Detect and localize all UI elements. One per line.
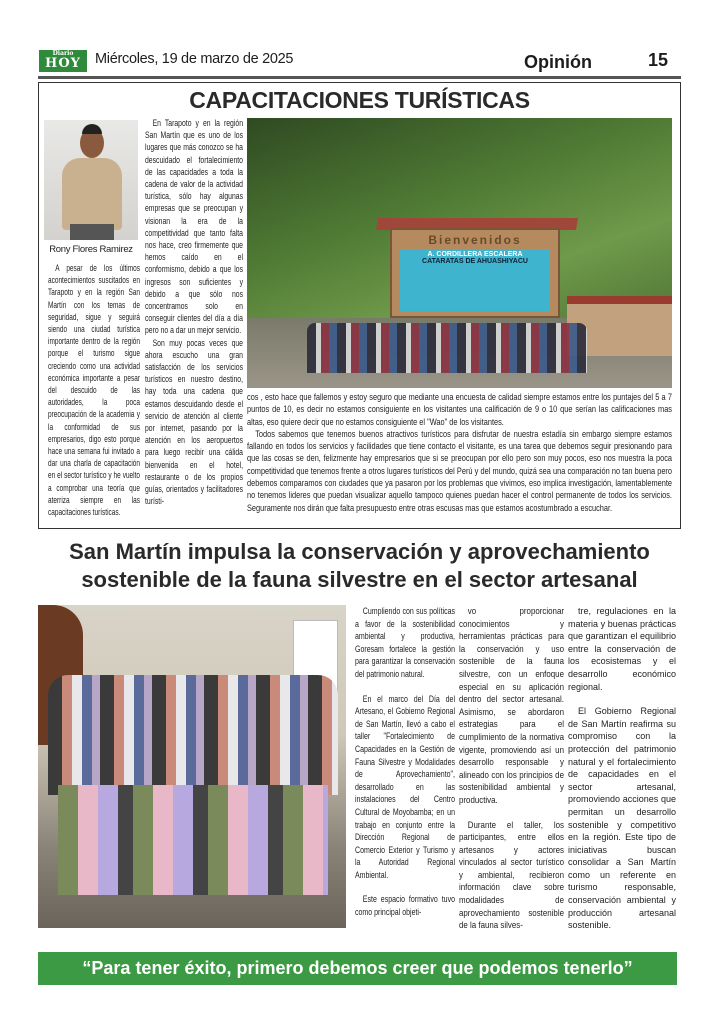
- column-text: [145, 117, 243, 508]
- paragraph: En el marco del Día del Artesano, el Gobierno Regional de San Martín, llevó a cabo el taller "Fortalecimiento de Capacidades en la Gestión de Fauna Silvestre y Modalidades de Aprovechamiento", desarrollado en las instalaciones del Centro Cultural de Moyobamba; en un trabajo en conjunto entre la Dirección Regional de Comercio Exterior y Turismo y la Autoridad Regional Ambiental.: [355, 693, 455, 880]
- paragraph: vo proporcionar conocimientos y herramientas prácticas para la conservación y uso sostenible de la fauna silvestre, con un enfoque especial en su aplicación dentro del sector artesanal. Asimismo, se abordaron estrategias para el cumplimiento de la normativa vigente, promoviendo así un desarrollo responsable y alineado con los principios de sostenibilidad ambiental y productiva.: [459, 606, 564, 805]
- article1-title: CAPACITACIONES TURÍSTICAS: [189, 87, 530, 113]
- issue-date: Miércoles, 19 de marzo de 2025: [95, 51, 294, 67]
- sign-line-1: A. CORDILLERA ESCALERA: [427, 251, 523, 258]
- paragraph: Son muy pocas veces que ahora escucho una gran satisfacción de los servicios turísticos en nuestro destino, hay toda una cadena que estamos descuidando desde el servicio de atención al cliente por internet, pasando por la atención en los aeropuertos para luego recibir una cálida bienvenida en el hotel, restaurante o de los propios guías, orientados y facilitadores turísti-: [145, 337, 243, 507]
- artisan-workshop-photo: [38, 605, 346, 928]
- author-photo: [44, 120, 138, 240]
- sign-line-2: CATARATAS DE AHUASHIYACU: [422, 258, 528, 265]
- tourism-group-photo: [247, 118, 672, 388]
- column-text: [48, 262, 140, 518]
- column-text: [247, 391, 672, 514]
- section-name: Opinión: [524, 52, 592, 72]
- article2-title-wrap: [48, 538, 671, 594]
- paragraph: cos , esto hace que fallemos y estoy seguro que mediante una encuesta de calidad siempre estamos entre los puntajes del 5 a 7 puntos de 10, es decir no estamos consiguiente en los visitantes una calificación de 9 o 10 que serían las calificaciones mas altas, eso quiere decir que no estamos consiguiente el "Wao" de los visitantes.: [247, 392, 672, 427]
- paragraph: El Gobierno Regional de San Martín reafirma su compromiso con la protección del patrimonio natural y el fortalecimiento de capacidades en el sector artesanal, promoviendo acciones que permitan un desarrollo sostenible y competitivo en la región. Este tipo de iniciativas buscan consolidar a San Martín como un referente en turismo responsable, conservación ambiental y producción artesanal sostenible.: [568, 706, 676, 931]
- column-text: [568, 605, 676, 932]
- article2-column-2: [459, 605, 564, 932]
- column-text: [459, 605, 564, 932]
- article1-column-1: [48, 262, 140, 518]
- author-name: Rony Flores Ramirez: [49, 244, 133, 255]
- header-rule: [38, 76, 681, 79]
- column-text: [355, 605, 455, 919]
- article2-column-1: [355, 605, 455, 919]
- paragraph: tre, regulaciones en la materia y buenas prácticas que garantizan el equilibrio entre la conservación de los ecosistemas y el desarrollo económico regional.: [568, 606, 676, 692]
- paragraph: En Tarapoto y en la región San Martín que es uno de los lugares que más conozco se ha descuidado el fortalecimiento de las capacidades a toda la cadena de valor de la actividad turística, sólo hay algunas empresas que se preocupan y visionan la era de la competitividad que tanto falta nos hace, creo firmemente que hemos caído en el conformismo, debido a que los ingresos son suficientes y debido a que sólo nos concentramos solo en conseguir clientes del día a día pero no a dar un mejor servicio.: [145, 118, 243, 336]
- paragraph: Este espacio formativo tuvo como principal objeti-: [355, 894, 455, 918]
- page-number: 15: [648, 50, 669, 70]
- footer-quote-banner: “Para tener éxito, primero debemos creer que podemos tenerlo”: [38, 952, 677, 985]
- article1-column-2: [145, 117, 243, 508]
- sign-text: Bienvenidos: [428, 233, 522, 247]
- paragraph: A pesar de los últimos acontecimientos suscitados en Tarapoto y en la región San Martín con los temas de seguridad, sigue y seguirá siendo una ciudad turística importante dentro de la región porque el turismo sigue creciendo como una actividad económica importante a pesar del descuido de las autoridades, la poca preocupación de la academia y la conformidad de sus empresarios, digo esto porque hace una semana fui invitado a dar una charla de capacitación en el sector turístico y he vuelto a comprobar una teoría que aterriza siempre en las capacitaciones turísticas.: [48, 263, 140, 518]
- diario-hoy-logo: Diario HOY: [39, 50, 87, 72]
- article1-wide-text: [247, 391, 672, 514]
- article2-column-3: [568, 605, 676, 932]
- paragraph: Todos sabemos que tenemos buenos atractivos turísticos para disfrutar de nuestra estadía sin embargo siempre estamos fallando en todos los servicios y facilidades que tiene contacto el visitante, es una tarea que debemos seguir presionando para que las cosas se den, felizmente hay empresarios que si se preocupan por ello pero son muy pocos, eso nos muestra la poca competitividad que tenemos frente a otros lugares turísticos del Perú y del mundo, quizá sea una comparación no tan buena pero debemos comparamos con ciudades que ya pasaron por los problemas que vivimos, eso implica investigación, lamentablemente no tenemos lideres que puedan visualizar aquello tampoco quienes puedan hacer el control permanente de todos los servicios. Seguramente nos dirán que falta presupuesto entre otras escusas mas que estamos acostumbrado a escuchar.: [247, 428, 672, 513]
- paragraph: Cumpliendo con sus políticas a favor de la sostenibilidad ambiental y productiva, Goresam fortalece la gestión para garantizar la conservación del patrimonio natural.: [355, 606, 455, 679]
- article2-title: San Martín impulsa la conservación y aprovechamiento sostenible de la fauna silvestre en el sector artesanal: [69, 539, 650, 592]
- paragraph: Durante el taller, los participantes, entre ellos artesanos y actores vinculados al sector turístico y ambiental, recibieron información clave sobre modalidades de aprovechamiento sostenible de la fauna silves-: [459, 819, 564, 931]
